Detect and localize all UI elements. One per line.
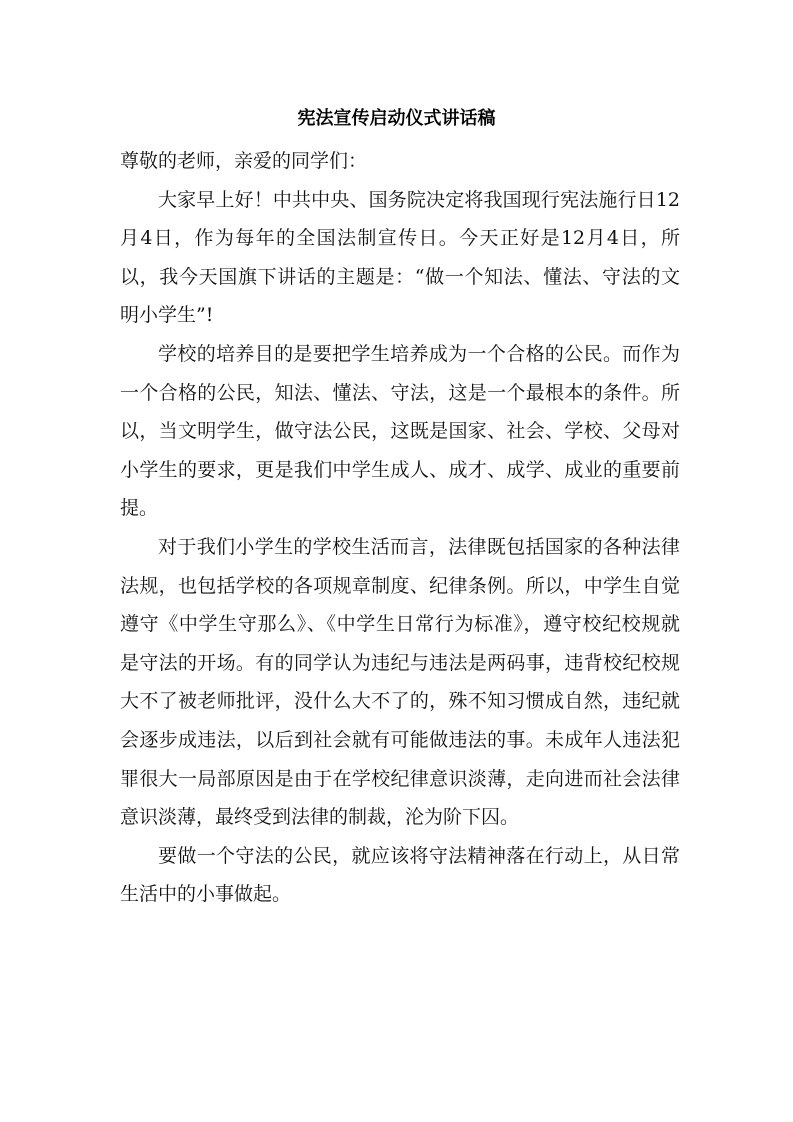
document-body [120, 142, 680, 914]
salutation: 尊敬的老师，亲爱的同学们： [120, 150, 368, 172]
paragraph-conclusion: 要做一个守法的公民，就应该将守法精神落在行动上，从日常生活中的小事做起。 [120, 844, 680, 906]
paragraph-school-goal: 学校的培养目的是要把学生培养成为一个合格的公民。而作为一个合格的公民，知法、懂法、守法，这是一个最根本的条件。所以，当文明学生，做守法公民，这既是国家、社会、学校、父母对小学生的要求，更是我们中学生成人、成才、成学、成业的重要前提。 [120, 342, 680, 520]
document-title: 宪法宣传启动仪式讲话稿 [297, 108, 496, 129]
paragraph-school-rules: 对于我们小学生的学校生活而言，法律既包括国家的各种法律法规，也包括学校的各项规章制度、纪律条例。所以，中学生自觉遵守《中学生守那么》、《中学生日常行为标准》，遵守校纪校规就是守法的开场。有的同学认为违纪与违法是两码事，违背校纪校规大不了被老师批评，没什么大不了的，殊不知习惯成自然，违纪就会逐步成违法，以后到社会就有可能做违法的事。未成年人违法犯罪很大一局部原因是由于在学校纪律意识淡薄，走向进而社会法律意识淡薄，最终受到法律的制裁，沦为阶下囚。 [120, 535, 680, 829]
paragraph-greeting: 大家早上好！中共中央、国务院决定将我国现行宪法施行日12月4日，作为每年的全国法制宣传日。今天正好是12月4日，所以，我今天国旗下讲话的主题是：“做一个知法、懂法、守法的文明小学生”! [120, 188, 680, 327]
